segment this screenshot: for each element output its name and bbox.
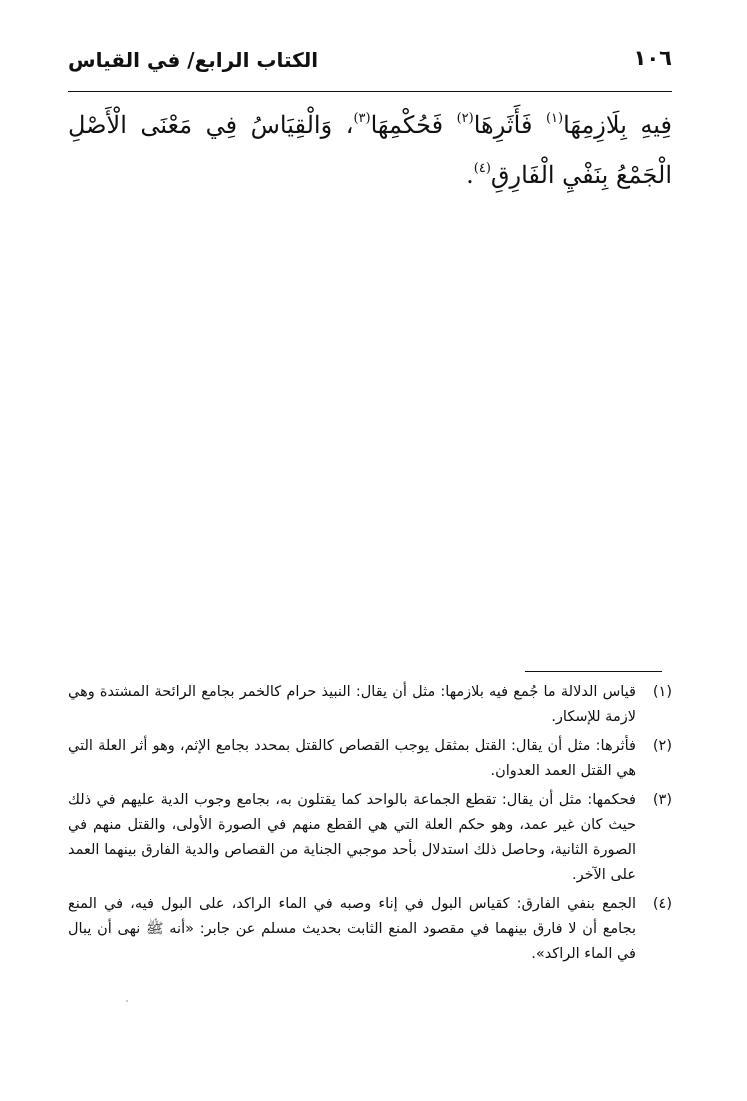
main-text-segment: . bbox=[466, 161, 474, 189]
footnote-number: (٢) bbox=[652, 738, 672, 754]
main-text-segment: فِيهِ بِلَازِمِهَا bbox=[563, 111, 672, 139]
footnote-divider bbox=[525, 671, 662, 672]
scan-speck bbox=[126, 1000, 128, 1002]
footnote-reference: (١) bbox=[545, 111, 564, 126]
main-text-segment: فَأَثَرِهَا bbox=[473, 111, 546, 139]
footnote bbox=[68, 788, 676, 888]
footnote-number: (٣) bbox=[652, 792, 672, 808]
footnote-reference: (٢) bbox=[456, 111, 474, 126]
footnote bbox=[68, 734, 676, 784]
footnote bbox=[68, 892, 676, 967]
page-number: ١٠٦ bbox=[633, 46, 672, 70]
footnote-text: الجمع بنفي الفارق: كقياس البول في إناء وصبه في الماء الراكد، على البول فيه، في المنع بجامع أن لا فارق بينهما في مقصود المنع الثابت بحديث مسلم عن جابر: «أنه ﷺ نهى أن يبال في الماء الراكد». bbox=[68, 896, 636, 962]
footnote-reference: (٣) bbox=[353, 111, 371, 126]
footnote-text: فأثرها: مثل أن يقال: القتل بمثقل يوجب القصاص كالقتل بمحدد بجامع الإثم، وهو أثر العلة التي هي القتل العمد العدوان. bbox=[68, 738, 636, 779]
main-text bbox=[68, 100, 672, 200]
footnote-reference: (٤) bbox=[473, 161, 491, 176]
running-header bbox=[68, 46, 672, 82]
chapter-title: الكتاب الرابع/ في القياس bbox=[68, 48, 319, 72]
header-divider bbox=[68, 91, 672, 92]
footnote-text: قياس الدلالة ما جُمع فيه بلازمها: مثل أن يقال: النبيذ حرام كالخمر بجامع الرائحة المشتدة وهي لازمة للإسكار. bbox=[68, 684, 636, 725]
footnotes bbox=[68, 680, 676, 971]
footnote bbox=[68, 680, 676, 730]
main-text-segment: فَحُكْمِهَا bbox=[370, 111, 457, 139]
footnote-number: (٤) bbox=[652, 896, 672, 912]
main-text-segment: ، وَالْقِيَاسُ فِي مَعْنَى الْأَصْلِ الْجَمْعُ بِنَفْيِ الْفَارِقِ bbox=[68, 111, 672, 189]
footnote-text: فحكمها: مثل أن يقال: تقطع الجماعة بالواحد كما يقتلون به، بجامع وجوب الدية عليهم في ذلك حيث كان غير عمد، وهو حكم العلة التي هي القطع منهم في الصورة الأولى، والقتل منهم في الصورة الثانية، وحاصل ذلك استدلال بأحد موجبي الجناية من القصاص والدية الفارق بينهما العمد على الآخر. bbox=[68, 792, 636, 883]
footnote-number: (١) bbox=[652, 684, 672, 700]
